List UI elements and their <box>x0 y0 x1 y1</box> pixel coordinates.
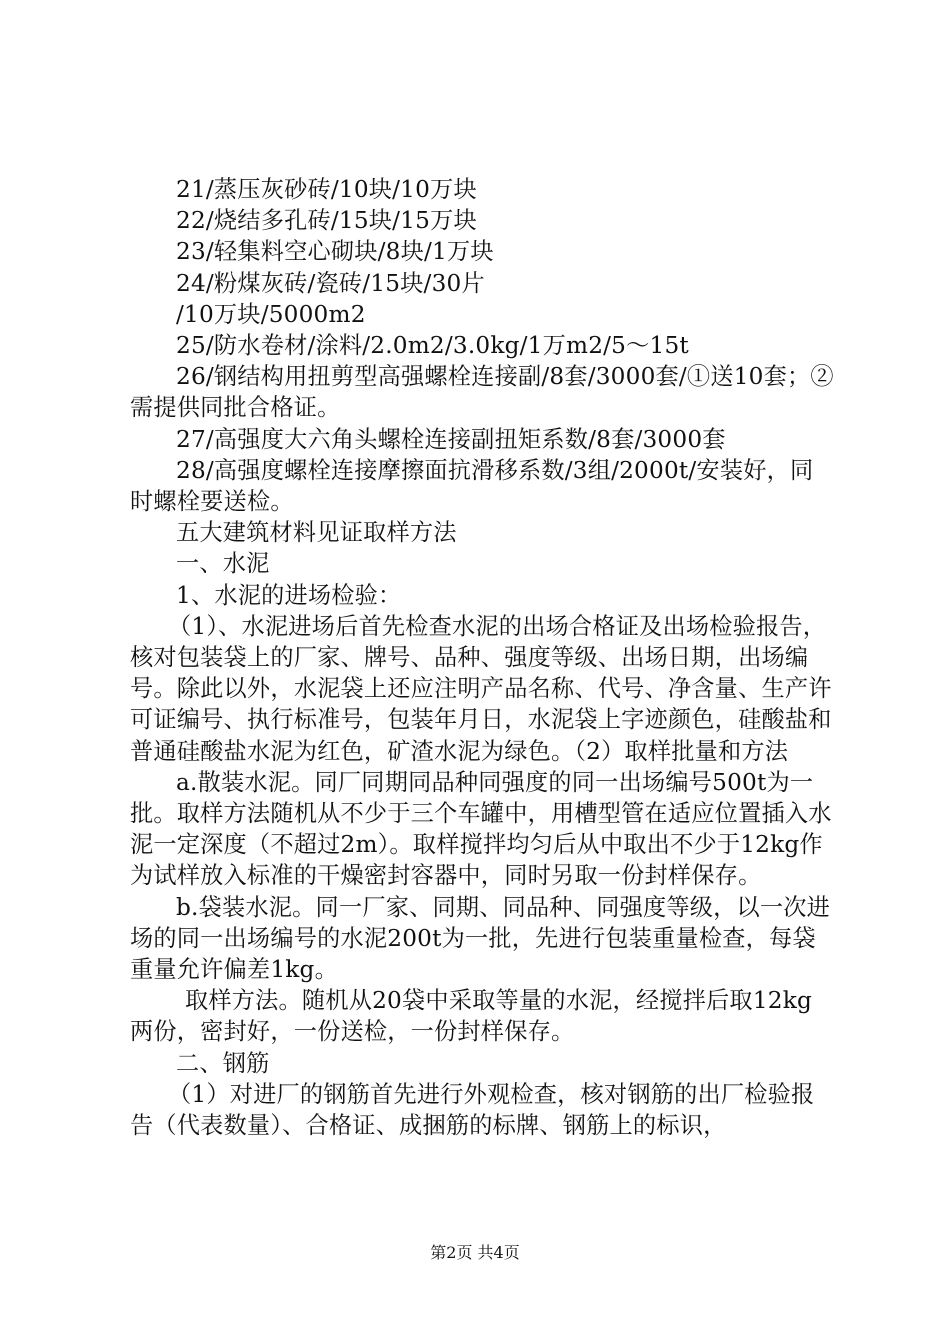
material-line-28: 28/高强度螺栓连接摩擦面抗滑移系数/3组/2000t/安装好，同时螺栓要送检。 <box>130 456 814 516</box>
material-line-21: 21/蒸压灰砂砖/10块/10万块 <box>176 176 477 203</box>
heading-rebar: 二、钢筋 <box>176 1049 270 1077</box>
material-line-26: 26/钢结构用扭剪型高强螺栓连接副/8套/3000套/①送10套；②需提供同批合格证。 <box>130 363 834 422</box>
material-line-22: 22/烧结多孔砖/15块/15万块 <box>176 207 477 235</box>
paragraph-cement-inspection: （1）、水泥进场后首先检查水泥的出场合格证及出场检验报告，核对包装袋上的厂家、牌号、品种、强度等级、出场日期，出场编号。除此以外，水泥袋上还应注明产品名称、代号、净含量、生产许可证编号、执行标准号，包装年月日，水泥袋上字迹颜色，硅酸盐和普通硅酸盐水泥为红色，矿渣水泥为绿色。（2）取样批量和方法 <box>130 612 832 765</box>
paragraph-bagged-cement: b.袋装水泥。同一厂家、同期、同品种、同强度等级，以一次进场的同一出场编号的水泥200t为一批，先进行包装重量检查，每袋重量允许偏差1kg。 <box>130 893 831 984</box>
paragraph-bulk-cement: a.散装水泥。同厂同期同品种同强度的同一出场编号500t为一批。取样方法随机从不少于三个车罐中，用槽型管在适应位置插入水泥一定深度（不超过2m）。取样搅拌均匀后从中取出不少于12kg作为试样放入标准的干燥密封容器中，同时另取一份封样保存。 <box>130 768 832 890</box>
material-line-24: 24/粉煤灰砖/瓷砖/15块/30片 <box>176 269 485 297</box>
heading-cement: 一、水泥 <box>176 550 270 578</box>
section-title: 五大建筑材料见证取样方法 <box>176 519 457 547</box>
page-footer: 第2页 共4页 <box>430 1243 520 1262</box>
paragraph-sampling-method: 取样方法。随机从20袋中采取等量的水泥，经搅拌后取12kg两份，密封好，一份送检，一份封样保存。 <box>130 987 813 1046</box>
document-body <box>130 174 835 1141</box>
material-line-25: 25/防水卷材/涂料/2.0m2/3.0kg/1万m2/5～15t <box>176 332 689 360</box>
material-line-27: 27/高强度大六角头螺栓连接副扭矩系数/8套/3000套 <box>176 425 726 453</box>
subheading-cement-inspection: 1、水泥的进场检验： <box>176 581 402 609</box>
material-line-23: 23/轻集料空心砌块/8块/1万块 <box>176 238 494 266</box>
material-line-24-continued: /10万块/5000m2 <box>176 300 366 328</box>
paragraph-rebar-inspection: （1）对进厂的钢筋首先进行外观检查，核对钢筋的出厂检验报告（代表数量）、合格证、成捆筋的标牌、钢筋上的标识， <box>130 1080 815 1140</box>
